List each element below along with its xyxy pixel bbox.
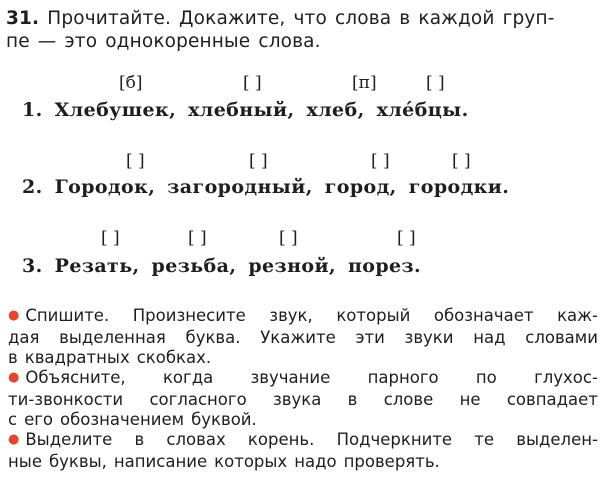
sound-bracket: [б]	[119, 73, 143, 93]
sound-brackets-row-2	[0, 150, 611, 172]
task-line	[8, 390, 598, 410]
task-line	[8, 348, 598, 368]
task-line	[8, 368, 598, 390]
task-word: те	[474, 430, 495, 449]
sound-brackets-row-3	[0, 227, 611, 249]
task-word: буква.	[185, 328, 241, 347]
task-word: звуки	[404, 328, 454, 347]
sound-bracket: [п]	[352, 73, 377, 93]
task-word: Подчеркните	[336, 430, 453, 449]
task-word: не	[459, 390, 481, 409]
task-word: ● Объясните,	[8, 368, 126, 387]
instruction-line-2: пе — это однокоренные слова.	[6, 31, 321, 52]
task-word: парного	[367, 368, 439, 387]
task-word: которых	[214, 452, 288, 471]
word-group-2: 2. Городок, загородный, город, городки.	[22, 176, 510, 198]
sound-bracket: [ ]	[371, 151, 390, 171]
task-word: дая	[8, 328, 40, 347]
sound-bracket: [ ]	[126, 151, 145, 171]
word-group-1: 1. Хлебушек, хлебный, хлеб, хле́бцы.	[22, 99, 469, 121]
task-word: ти-звонкости	[8, 390, 124, 409]
task-word: ные	[8, 452, 42, 471]
sound-bracket: [ ]	[243, 73, 262, 93]
sound-bracket: [ ]	[249, 151, 268, 171]
task-word: написание	[113, 452, 208, 471]
task-line	[8, 328, 598, 348]
sound-bracket: [ ]	[426, 73, 445, 93]
task-word: Произнесите	[132, 306, 246, 325]
task-word: словами	[525, 328, 598, 347]
task-word: глухос-	[534, 368, 598, 387]
sound-bracket: [ ]	[188, 228, 207, 248]
task-word: над	[473, 328, 506, 347]
task-word: слове	[383, 390, 434, 409]
task-word: когда	[162, 368, 214, 387]
task-word: ● Выделите	[8, 430, 113, 449]
bullet-icon: ●	[8, 370, 20, 385]
task-item-1	[8, 306, 604, 368]
sound-bracket: [ ]	[279, 228, 298, 248]
task-word: ● Спишите.	[8, 306, 110, 325]
exercise-instruction	[6, 7, 606, 53]
task-word: по	[475, 368, 497, 387]
task-word: проверять.	[343, 452, 440, 471]
task-word: обозначает	[433, 306, 534, 325]
instruction-line-1	[6, 7, 606, 30]
task-word: буквы,	[48, 452, 107, 471]
task-item-3	[8, 430, 604, 472]
task-word: буквой.	[191, 410, 257, 429]
task-line	[8, 452, 598, 472]
task-word: в	[134, 430, 145, 449]
exercise-number: 31.	[6, 8, 40, 29]
task-word: эти	[355, 328, 385, 347]
instruction-text-1: Прочитайте. Докажите, что слова в каждой груп-	[47, 8, 555, 29]
word-group-3: 3. Резать, резьба, резной, порез.	[22, 255, 422, 277]
task-word: в	[347, 390, 358, 409]
task-line	[8, 410, 598, 430]
task-word: выделенная	[59, 328, 166, 347]
task-word: Укажите	[260, 328, 336, 347]
task-word: звук,	[269, 306, 313, 325]
task-word: выделен-	[516, 430, 598, 449]
bullet-icon: ●	[8, 308, 20, 323]
task-word: который	[336, 306, 411, 325]
task-word: согласного	[149, 390, 247, 409]
task-word: обозначением	[60, 410, 185, 429]
task-word: в	[8, 348, 18, 367]
task-word: надо	[294, 452, 337, 471]
sound-brackets-row-1	[0, 72, 611, 94]
task-line	[8, 306, 598, 328]
task-word: каж-	[557, 306, 598, 325]
sound-bracket: [ ]	[397, 228, 416, 248]
task-word: словах	[166, 430, 226, 449]
sound-bracket: [ ]	[452, 151, 471, 171]
task-word: скобках.	[136, 348, 212, 367]
bullet-icon: ●	[8, 432, 20, 447]
task-word: звучание	[250, 368, 331, 387]
task-line	[8, 430, 598, 452]
task-list	[8, 306, 604, 472]
task-word: совпадает	[506, 390, 598, 409]
task-word: квадратных	[24, 348, 130, 367]
sound-bracket: [ ]	[101, 228, 120, 248]
task-word: звука	[272, 390, 322, 409]
task-word: с	[8, 410, 18, 429]
task-word: его	[24, 410, 53, 429]
task-word: корень.	[247, 430, 315, 449]
task-item-2	[8, 368, 604, 430]
